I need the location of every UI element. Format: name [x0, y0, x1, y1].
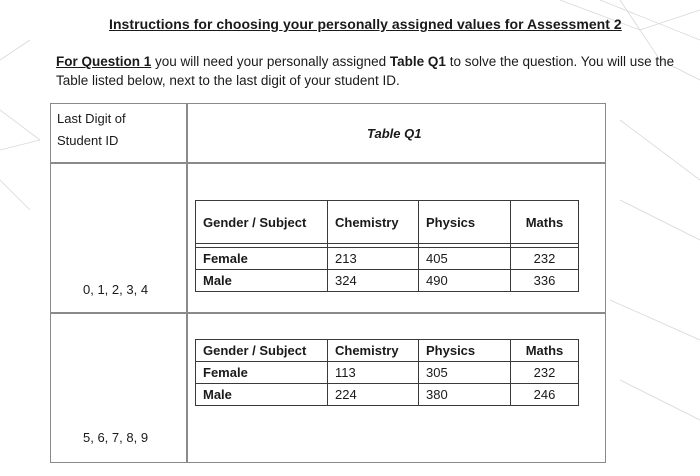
- cell-female-chemistry: 113: [328, 362, 419, 384]
- col-header-chemistry: Chemistry: [328, 201, 419, 244]
- cell-female-physics: 405: [419, 248, 511, 270]
- table-row-male: [196, 384, 579, 406]
- cell-female-chemistry: 213: [328, 248, 419, 270]
- intro-text-b: to solve the question. You will use the Table listed below, next to the last digit of your student ID.: [56, 54, 675, 88]
- table-divider-row: [50, 312, 606, 314]
- col-header-maths: Maths: [511, 201, 579, 244]
- row-label-female: Female: [196, 248, 328, 270]
- cell-male-chemistry: 324: [328, 270, 419, 292]
- header-left-line2: Student ID: [57, 133, 119, 148]
- cell-male-chemistry: 224: [328, 384, 419, 406]
- digits-group-1: 0, 1, 2, 3, 4: [83, 282, 149, 297]
- values-table-2: [195, 339, 579, 406]
- cell-male-maths: 246: [511, 384, 579, 406]
- col-header-physics: Physics: [419, 340, 511, 362]
- cell-female-maths: 232: [511, 362, 579, 384]
- table-row-female: [196, 362, 579, 384]
- col-header-physics: Physics: [419, 201, 511, 244]
- table-label: Table Q1: [389, 54, 446, 69]
- cell-male-physics: 380: [419, 384, 511, 406]
- col-header-maths: Maths: [511, 340, 579, 362]
- table-divider-header: [50, 162, 606, 164]
- cell-female-physics: 305: [419, 362, 511, 384]
- header-last-digit: [57, 108, 126, 152]
- table-divider-vertical: [186, 103, 188, 463]
- row-label-female: Female: [196, 362, 328, 384]
- table-row-male: [196, 270, 579, 292]
- header-table-name: Table Q1: [367, 126, 422, 141]
- row-label-male: Male: [196, 270, 328, 292]
- table-header-row: [196, 340, 579, 362]
- col-header-chemistry: Chemistry: [328, 340, 419, 362]
- cell-male-physics: 490: [419, 270, 511, 292]
- col-header-gender-subject: Gender / Subject: [196, 201, 328, 244]
- cell-male-maths: 336: [511, 270, 579, 292]
- intro-paragraph: [56, 52, 676, 90]
- document-title: Instructions for choosing your personally assigned values for Assessment 2: [109, 16, 622, 32]
- row-label-male: Male: [196, 384, 328, 406]
- col-header-gender-subject: Gender / Subject: [196, 340, 328, 362]
- table-row-female: [196, 248, 579, 270]
- table-header-row: [196, 201, 579, 244]
- values-table-1: [195, 200, 579, 292]
- digits-group-2: 5, 6, 7, 8, 9: [83, 430, 149, 445]
- cell-female-maths: 232: [511, 248, 579, 270]
- intro-text-a: you will need your personally assigned: [151, 54, 390, 69]
- header-left-line1: Last Digit of: [57, 111, 126, 126]
- question-label: For Question 1: [56, 54, 152, 69]
